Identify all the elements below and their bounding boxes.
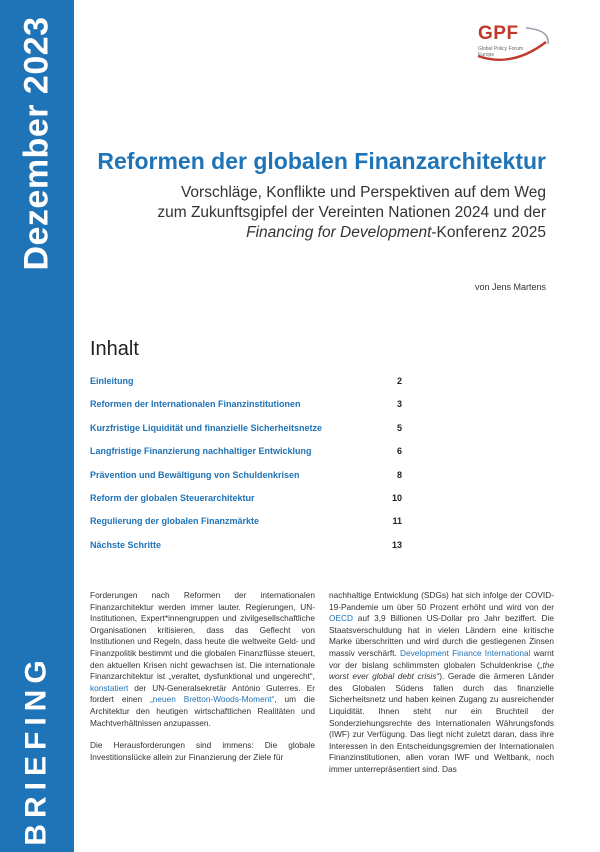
toc-item-page: 11 — [392, 516, 402, 527]
page-subtitle — [120, 183, 546, 243]
toc-item-label[interactable]: Nächste Schritte — [90, 539, 162, 550]
body-column-left — [90, 590, 315, 774]
toc-heading: Inhalt — [90, 338, 139, 360]
oecd-link[interactable]: OECD — [329, 613, 353, 624]
toc-item-label[interactable]: Regulierung der globalen Finanzmärkte — [90, 516, 260, 527]
logo-subtitle: Global Policy Forum Europe — [478, 46, 524, 58]
subtitle-rest: -Konferenz 2025 — [431, 224, 546, 241]
toc-item[interactable] — [90, 489, 402, 512]
body-text: ). Gerade die ärmeren Länder des Globalen Südens fallen durch das finanzielle Sicherheitsnetz und haben keinen Zugang zu ausreichender Liquidität. Ihnen steht nur ein Bruchteil der Sonderziehungsrechte des Internationalen Währungsfonds (IWF) zur Verfügung. Das liegt nicht zuletzt daran, dass ihre Interessen in den Entscheidungsgremien der Internationalen Finanzinstitutionen, allen voran IWF und Weltbank, noch immer unterrepräsentiert sind. Das — [329, 671, 554, 774]
toc-item[interactable] — [90, 512, 402, 535]
dfi-link[interactable]: Development Finance International — [399, 647, 531, 658]
toc-item-label[interactable]: Einleitung — [90, 376, 134, 386]
body-italic-quote: „the worst ever global debt crisis“ — [329, 659, 554, 682]
body-paragraph: Die Herausforderungen sind immens: Die globale Investitionslücke allein zur Finanzierung der Ziele für — [90, 740, 315, 762]
toc-item[interactable] — [90, 419, 402, 442]
sidebar-briefing-label: BRIEFING — [20, 654, 53, 846]
body-paragraph — [90, 590, 315, 729]
sidebar-band — [0, 0, 74, 852]
body-text: der UN-Generalsekretär António Guterres. Er fordert einen — [90, 682, 315, 705]
toc-item-page: 2 — [396, 376, 402, 386]
body-column-right — [329, 590, 554, 787]
subtitle-italic: Financing for Development — [246, 224, 432, 241]
author-line: von Jens Martens — [474, 282, 546, 292]
toc-item[interactable] — [90, 372, 402, 395]
toc-item-label[interactable]: Langfristige Finanzierung nachhaltiger Entwicklung — [90, 446, 312, 457]
body-text: auf 3,9 Billionen US-Dollar pro Jahr beziffert. Die Staatsverschuldung hat in vielen Ländern eine kritische Marke überschritten und wird durch die gestiegenen Zinsen massiv verschärft. — [329, 613, 554, 658]
subtitle-line-2: zum Zukunftsgipfel der Vereinten Nationen 2024 und der — [157, 204, 546, 221]
toc-item-label[interactable]: Reformen der Internationalen Finanzinstitutionen — [90, 399, 301, 410]
body-paragraph — [329, 590, 554, 776]
toc-item[interactable] — [90, 395, 402, 418]
toc-item-page: 5 — [396, 422, 402, 433]
toc-item[interactable] — [90, 442, 402, 465]
body-text: , um die Architektur den heutigen wirtschaftlichen Realitäten und Machtverhältnissen anzupassen. — [90, 694, 315, 728]
subtitle-line-1: Vorschläge, Konflikte und Perspektiven auf dem Weg — [180, 184, 546, 201]
sidebar-date-wrap — [6, 15, 68, 271]
body-text: warnt vor der bislang schlimmsten globalen Schuldenkrise ( — [329, 647, 554, 670]
toc-item-label[interactable]: Prävention und Bewältigung von Schuldenkrisen — [90, 469, 300, 480]
body-text: Forderungen nach Reformen der internationalen Finanzarchitektur werden immer lauter. Regierungen, UN-Institutionen, Expert*innengruppen und zivilgesellschaftliche Organisationen kritisieren, dass das Geflecht von Institutionen und Regeln, dass heute die weltweite Geld- und Finanzpolitik bestimmt und die globalen Finanzflüsse steuert, den aktuellen Krisen nicht gewachsen ist. Die internationale Finanzarchitektur ist „veraltet, dysfunktional und ungerecht“, — [90, 590, 315, 682]
sidebar-date: Dezember 2023 — [17, 15, 56, 271]
body-text: nachhaltige Entwicklung (SDGs) hat sich infolge der COVID-19-Pandemie um über 50 Prozent erhöht und wird von der — [329, 590, 554, 612]
page-title: Reformen der globalen Finanzarchitektur — [97, 148, 546, 174]
toc-item-page: 8 — [396, 469, 402, 480]
toc-item-label[interactable]: Reform der globalen Steuerarchitektur — [90, 492, 255, 503]
toc-item-page: 10 — [391, 492, 402, 503]
table-of-contents — [90, 372, 402, 559]
bretton-woods-link[interactable]: „neuen Bretton-Woods-Moment“ — [150, 694, 275, 705]
toc-item[interactable] — [90, 466, 402, 489]
logo-text: GPF — [478, 23, 519, 44]
toc-item-page: 3 — [396, 399, 402, 410]
subtitle-line-3 — [120, 223, 546, 243]
toc-item-label[interactable]: Kurzfristige Liquidität und finanzielle Sicherheitsnetze — [90, 422, 323, 433]
toc-item[interactable] — [90, 536, 402, 559]
toc-item-page: 13 — [391, 539, 402, 550]
toc-item-page: 6 — [396, 446, 402, 457]
sidebar-label-wrap — [6, 654, 68, 846]
konstatiert-link[interactable]: konstatiert — [90, 682, 129, 693]
